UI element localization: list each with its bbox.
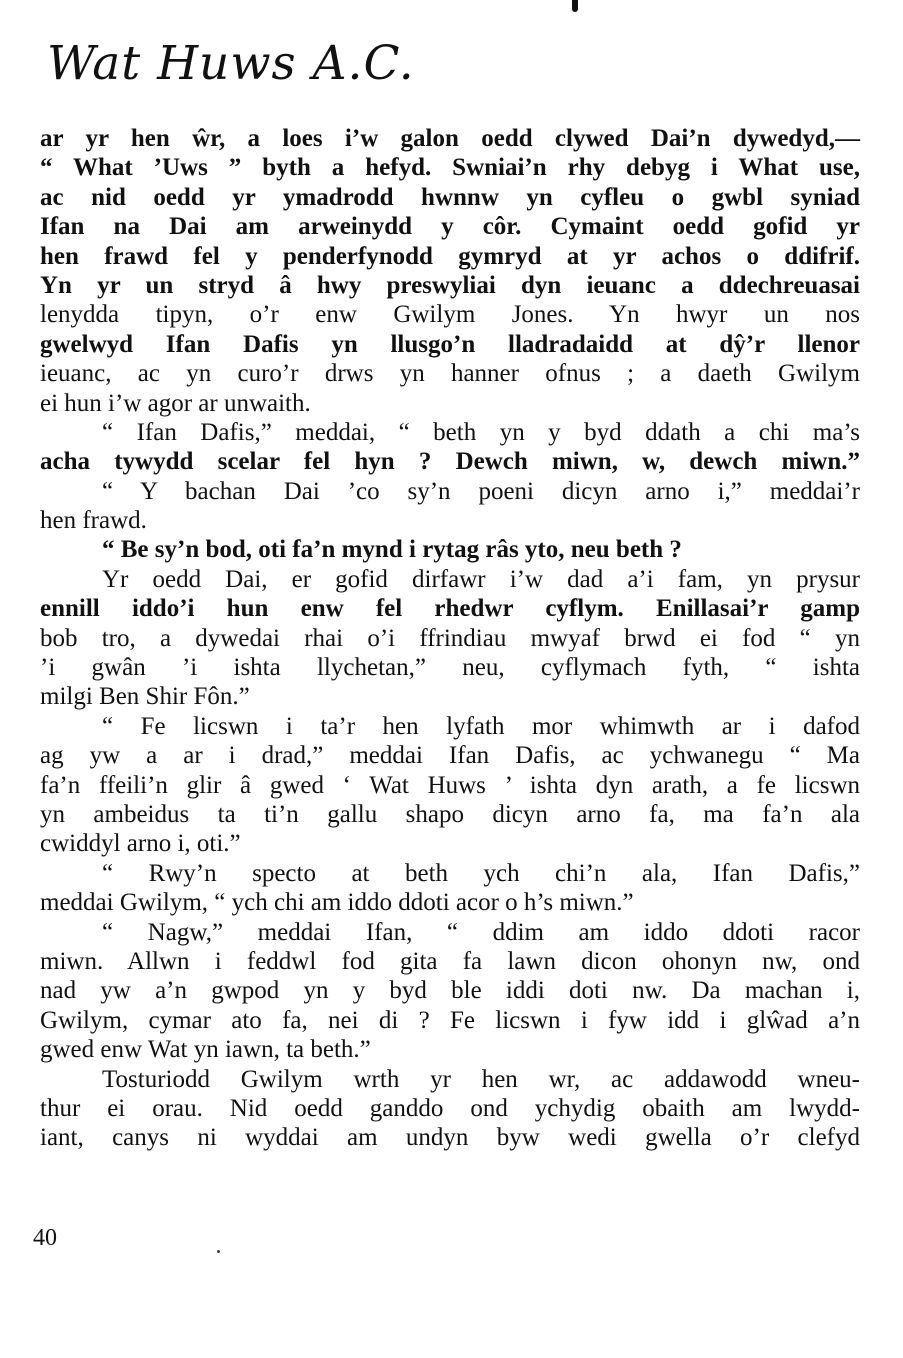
text-line: milgi Ben Shir Fôn.” — [40, 683, 250, 711]
running-title: Wat Huws A.C. — [47, 36, 415, 91]
text-line: ’i gwân ’i ishta llychetan,” neu, cyflymach fyth, “ ishta — [40, 654, 860, 682]
body-text — [40, 124, 860, 1153]
text-line: ennill iddo’i hun enw fel rhedwr cyflym. Enillasai’r gamp — [40, 595, 860, 623]
text-line: Gwilym, cymar ato fa, nei di ? Fe licswn i fyw idd i glŵad a’n — [40, 1006, 860, 1034]
text-line: “ Y bachan Dai ’co sy’n poeni dicyn arno i,” meddai’r — [102, 477, 860, 505]
text-line: thur ei orau. Nid oedd ganddo ond ychydig obaith am lwydd- — [40, 1094, 860, 1122]
text-line: ieuanc, ac yn curo’r drws yn hanner ofnus ; a daeth Gwilym — [40, 360, 860, 388]
text-line: lenydda tipyn, o’r enw Gwilym Jones. Yn hwyr un nos — [40, 301, 860, 329]
text-line: cwiddyl arno i, oti.” — [40, 830, 241, 858]
text-line: bob tro, a dywedai rhai o’i ffrindiau mwyaf brwd ei fod “ yn — [40, 624, 860, 652]
text-line: gwelwyd Ifan Dafis yn llusgo’n lladradaidd at dŷ’r llenor — [40, 330, 860, 358]
text-line: ei hun i’w agor ar unwaith. — [40, 389, 311, 417]
text-line: acha tywydd scelar fel hyn ? Dewch miwn, w, dewch miwn.” — [40, 448, 860, 476]
text-line: miwn. Allwn i feddwl fod gita fa lawn dicon ohonyn nw, ond — [40, 947, 860, 975]
text-line: meddai Gwilym, “ ych chi am iddo ddoti acor o h’s miwn.” — [40, 889, 634, 917]
text-line: “ Ifan Dafis,” meddai, “ beth yn y byd ddath a chi ma’s — [102, 418, 860, 446]
page-number: 40 — [33, 1225, 57, 1251]
text-line: ag yw a ar i drad,” meddai Ifan Dafis, ac ychwanegu “ Ma — [40, 742, 860, 770]
text-line: gwed enw Wat yn iawn, ta beth.” — [40, 1036, 371, 1064]
text-line: Yr oedd Dai, er gofid dirfawr i’w dad a’i fam, yn prysur — [102, 565, 860, 593]
text-line: “ Be sy’n bod, oti fa’n mynd i rytag râs yto, neu beth ? — [102, 536, 682, 564]
ink-dot — [217, 1250, 220, 1253]
text-line: “ What ’Uws ” byth a hefyd. Swniai’n rhy debyg i What use, — [40, 154, 860, 182]
text-line: ar yr hen ŵr, a loes i’w galon oedd clywed Dai’n dywedyd,— — [40, 125, 860, 152]
text-line: “ Rwy’n specto at beth ych chi’n ala, Ifan Dafis,” — [102, 859, 860, 887]
text-line: hen frawd fel y penderfynodd gymryd at yr achos o ddifrif. — [40, 242, 860, 270]
text-line: yn ambeidus ta ti’n gallu shapo dicyn arno fa, ma fa’n ala — [40, 800, 860, 828]
text-line: nad yw a’n gwpod yn y byd ble iddi doti nw. Da machan i, — [40, 977, 860, 1005]
text-line: Yn yr un stryd â hwy preswyliai dyn ieuanc a ddechreuasai — [40, 271, 860, 299]
text-line: hen frawd. — [40, 507, 147, 535]
text-line: “ Nagw,” meddai Ifan, “ ddim am iddo ddoti racor — [102, 918, 860, 946]
text-line: Ifan na Dai am arweinydd y côr. Cymaint oedd gofid yr — [40, 213, 860, 241]
text-line: fa’n ffeili’n glir â gwed ‘ Wat Huws ’ ishta dyn arath, a fe licswn — [40, 771, 860, 799]
text-line: iant, canys ni wyddai am undyn byw wedi gwella o’r clefyd — [40, 1124, 860, 1152]
text-line: ac nid oedd yr ymadrodd hwnnw yn cyfleu o gwbl syniad — [40, 183, 860, 211]
text-line: Tosturiodd Gwilym wrth yr hen wr, ac addawodd wneu- — [102, 1065, 860, 1093]
text-line: “ Fe licswn i ta’r hen lyfath mor whimwth ar i dafod — [102, 712, 860, 740]
ink-speck — [572, 0, 578, 12]
